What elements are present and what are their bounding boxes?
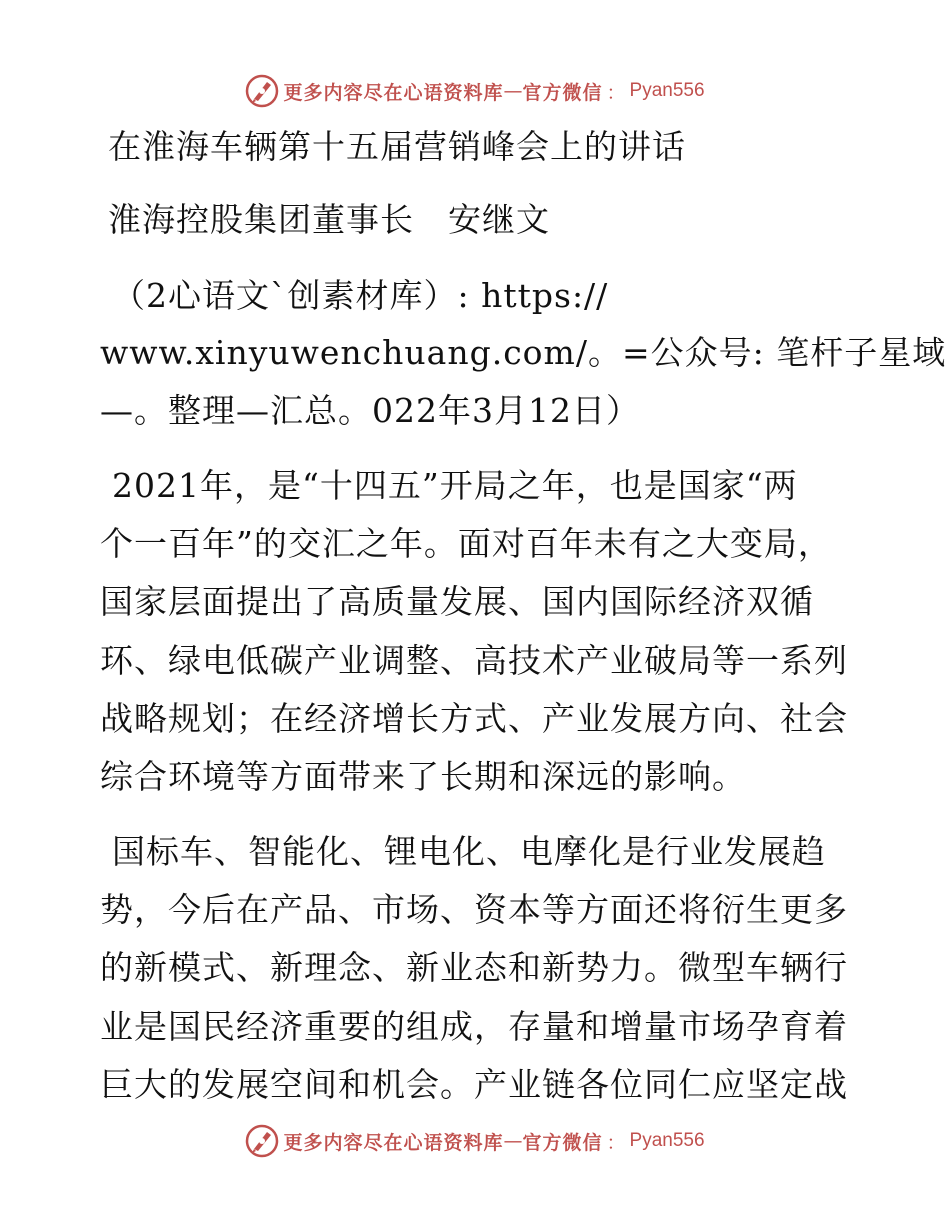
quill-pen-logo-icon (245, 74, 279, 108)
paragraph-2-line-5: 巨大的发展空间和机会。产业链各位同仁应坚定战 (100, 1065, 848, 1104)
banner-main-text: 更多内容尽在心语资料库 (283, 81, 504, 104)
banner-wechat-id: Pyan556 (629, 80, 705, 101)
paragraph-2-line-4: 业是国民经济重要的组成，存量和增量市场孕育着 (100, 1007, 848, 1046)
paragraph-2-line-2: 势，今后在产品、市场、资本等方面还将衍生更多 (100, 890, 848, 929)
paragraph-1-line-3: 国家层面提出了高质量发展、国内国际经济双循 (100, 582, 814, 621)
banner-wechat-id: Pyan556 (629, 1130, 705, 1151)
banner-dash: — (503, 80, 523, 102)
banner-dash: — (503, 1130, 523, 1152)
banner-wechat-label: 官方微信 (522, 81, 603, 104)
document-title: 在淮海车辆第十五届营销峰会上的讲话 (108, 127, 686, 166)
banner-colon: ： (606, 1131, 626, 1154)
source-note-line-2: www.xinyuwenchuang.com/。=公众号: 笔杆子星域 (100, 333, 947, 372)
banner-colon: ： (606, 81, 626, 104)
source-note-line-1: （2心语文`创素材库）: https:// (112, 276, 609, 315)
paragraph-2-line-1: 国标车、智能化、锂电化、电摩化是行业发展趋 (112, 832, 826, 871)
document-author: 淮海控股集团董事长 安继文 (108, 200, 550, 239)
paragraph-2-line-3: 的新模式、新理念、新业态和新势力。微型车辆行 (100, 948, 848, 987)
paragraph-1-line-1: 2021年，是“十四五”开局之年，也是国家“两 (112, 466, 798, 505)
quill-pen-logo-icon (245, 1124, 279, 1158)
banner-main-text: 更多内容尽在心语资料库 (283, 1131, 504, 1154)
banner-wechat-label: 官方微信 (522, 1131, 603, 1154)
paragraph-1-line-2: 个一百年”的交汇之年。面对百年未有之大变局， (100, 524, 832, 563)
footer-banner (0, 1121, 950, 1161)
header-banner (0, 71, 950, 111)
paragraph-1-line-5: 战略规划；在经济增长方式、产业发展方向、社会 (100, 699, 848, 738)
paragraph-1-line-4: 环、绿电低碳产业调整、高技术产业破局等一系列 (100, 641, 848, 680)
source-note-line-3: —。整理—汇总。022年3月12日） (100, 391, 640, 430)
paragraph-1-line-6: 综合环境等方面带来了长期和深远的影响。 (100, 757, 746, 796)
